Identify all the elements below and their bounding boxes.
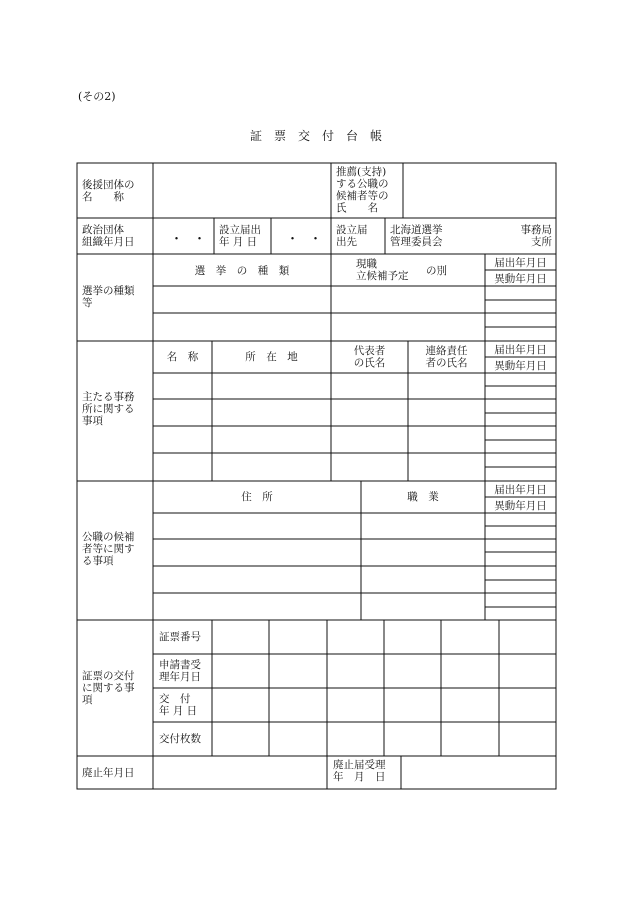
office-section-label: 主たる事務 所に関する 事項 xyxy=(82,391,135,427)
election-filing-date-label: 届出年月日 xyxy=(494,257,547,269)
certificate-section-label: 証票の交付 に関する事 項 xyxy=(82,670,135,706)
election-type-section-label: 選挙の種類 等 xyxy=(82,285,135,309)
setup-notice-date-dots: ・・ xyxy=(286,232,333,247)
candidate-change-date-label: 異動年月日 xyxy=(494,500,547,512)
representative-name-header: 代表者 の氏名 xyxy=(353,345,386,369)
issued-count-label: 交付枚数 xyxy=(159,733,201,745)
office-location-header: 所 在 地 xyxy=(245,351,298,363)
office-name-header: 名 称 xyxy=(166,351,199,363)
candidate-filing-date-label: 届出年月日 xyxy=(494,484,547,496)
org-date-label: 政治団体 組織年月日 xyxy=(82,224,135,248)
application-received-date-label: 申請書受 理年月日 xyxy=(159,659,201,683)
election-commission-label: 北海道選挙 管理委員会 xyxy=(390,224,443,248)
occupation-header: 職 業 xyxy=(407,491,439,503)
office-change-date-label: 異動年月日 xyxy=(494,360,547,372)
contact-person-header: 連絡責任 者の氏名 xyxy=(425,345,468,369)
issue-date-label: 交 付 年 月 日 xyxy=(159,693,198,717)
supporter-group-name-label: 後援団体の 名 称 xyxy=(82,179,135,203)
abolition-notice-date-label: 廃止届受理 年 月 日 xyxy=(333,759,386,783)
setup-notice-date-label: 設立届出 年 月 日 xyxy=(219,224,261,248)
certificate-number-label: 証票番号 xyxy=(159,631,201,643)
status-header: 現職 立候補予定 xyxy=(356,258,409,282)
page-title: 証票交付台帳 xyxy=(249,129,394,143)
office-filing-date-label: 届出年月日 xyxy=(494,344,547,356)
recommended-candidate-label: 推薦(支持) する公職の 候補者等の 氏 名 xyxy=(336,166,389,214)
abolition-date-label: 廃止年月日 xyxy=(82,767,135,779)
org-date-dots: ・・ xyxy=(170,232,217,247)
setup-notice-destination-label: 設立届 出先 xyxy=(336,224,368,248)
form-number: (その2) xyxy=(78,90,116,103)
status-suffix: の別 xyxy=(426,265,447,277)
candidate-section-label: 公職の候補 者等に関す る事項 xyxy=(82,531,135,567)
election-change-date-label: 異動年月日 xyxy=(494,273,547,285)
election-type-header: 選 挙 の 種 類 xyxy=(194,265,290,277)
office-branch-label: 事務局 支所 xyxy=(520,224,552,248)
address-header: 住 所 xyxy=(241,491,273,503)
